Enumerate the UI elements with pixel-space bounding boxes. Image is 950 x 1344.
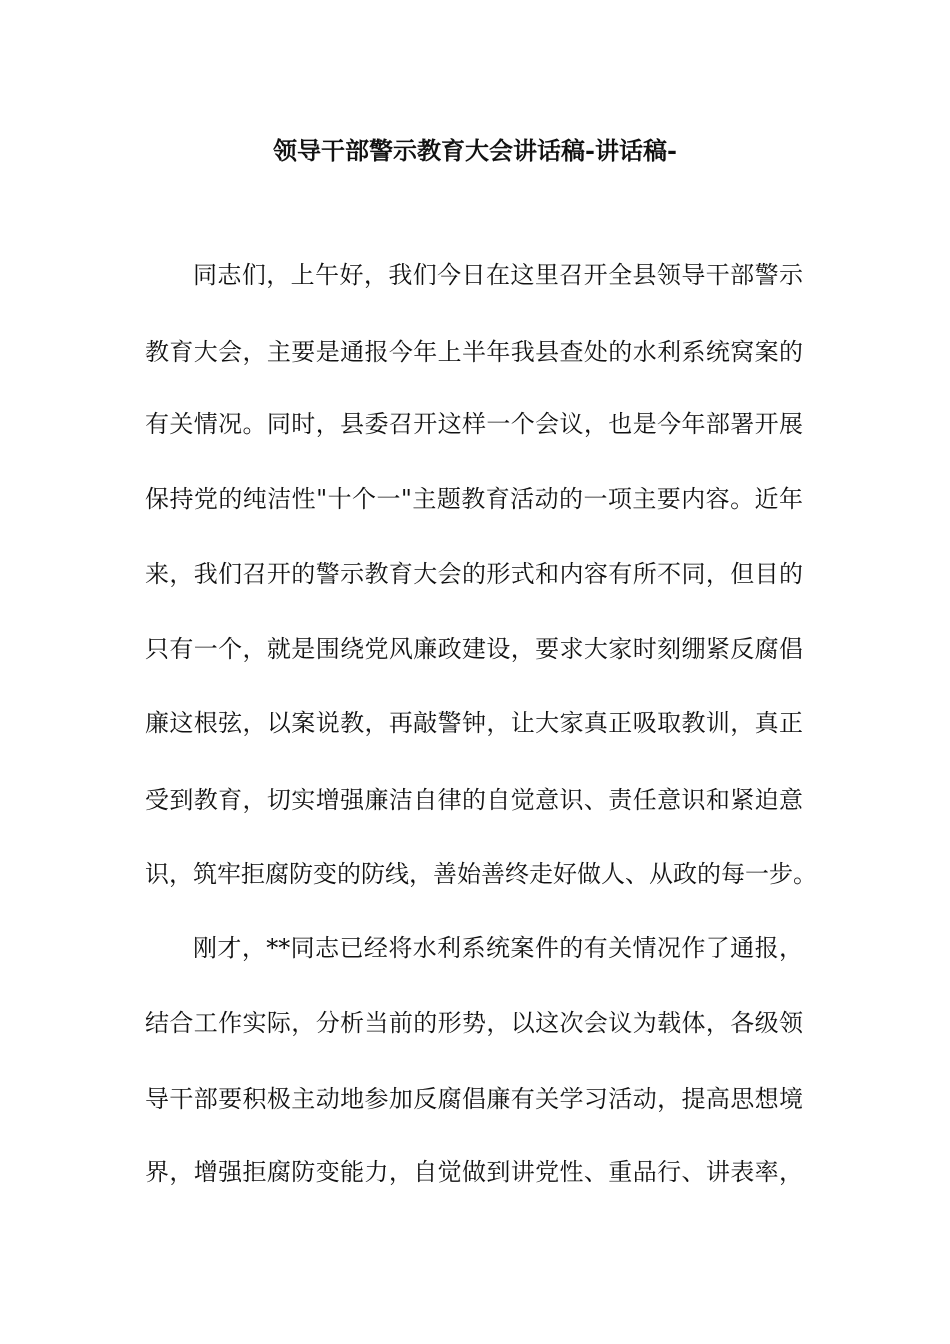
paragraph-1-line-4: 保持党的纯洁性"十个一"主题教育活动的一项主要内容。近年 (145, 485, 803, 513)
paragraph-1-line-1: 同志们，上午好，我们今日在这里召开全县领导干部警示 (193, 261, 803, 289)
paragraph-1-line-8: 受到教育，切实增强廉洁自律的自觉意识、责任意识和紧迫意 (145, 786, 803, 814)
paragraph-2-line-1: 刚才，**同志已经将水利系统案件的有关情况作了通报， (193, 934, 803, 962)
paragraph-2-line-2: 结合工作实际，分析当前的形势，以这次会议为载体，各级领 (145, 1009, 803, 1037)
paragraph-2-line-4: 界，增强拒腐防变能力，自觉做到讲党性、重品行、讲表率， (145, 1158, 803, 1186)
paragraph-1-line-5: 来，我们召开的警示教育大会的形式和内容有所不同，但目的 (145, 560, 803, 588)
paragraph-2-line-3: 导干部要积极主动地参加反腐倡廉有关学习活动，提高思想境 (145, 1085, 803, 1113)
paragraph-1-line-3: 有关情况。同时，县委召开这样一个会议，也是今年部署开展 (145, 410, 803, 438)
paragraph-1-line-2: 教育大会，主要是通报今年上半年我县查处的水利系统窝案的 (145, 338, 803, 366)
document-title: 领导干部警示教育大会讲话稿-讲话稿- (273, 136, 677, 165)
paragraph-1-line-7: 廉这根弦，以案说教，再敲警钟，让大家真正吸取教训，真正 (145, 709, 803, 737)
paragraph-1-line-6: 只有一个，就是围绕党风廉政建设，要求大家时刻绷紧反腐倡 (145, 635, 803, 663)
document-body (145, 0, 815, 1344)
paragraph-1-line-9: 识，筑牢拒腐防变的防线，善始善终走好做人、从政的每一步。 (145, 860, 817, 888)
